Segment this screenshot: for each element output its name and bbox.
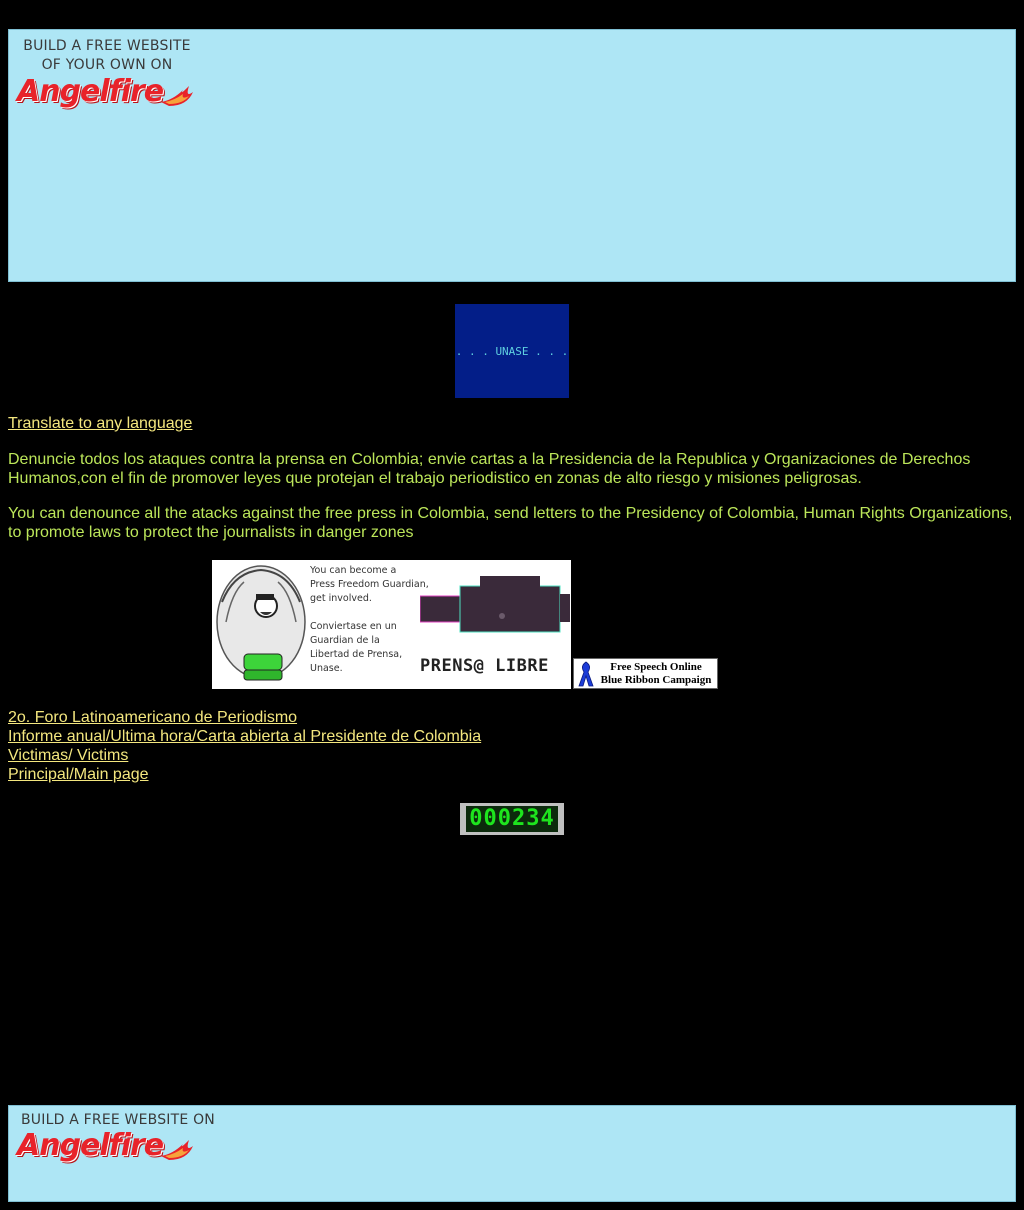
unase-join-button[interactable] — [455, 304, 569, 398]
ad-headline-line1: BUILD A FREE WEBSITE — [23, 38, 191, 54]
ad-headline-line2: OF YOUR OWN ON — [41, 57, 173, 73]
angelfire-logo[interactable]: Angelfire — [17, 1128, 164, 1163]
unase-label: . . . UNASE . . . — [455, 344, 569, 358]
video-camera-icon — [420, 576, 570, 640]
angelfire-logo[interactable]: Angelfire — [17, 74, 164, 109]
top-angelfire-ad[interactable] — [8, 29, 1016, 282]
spanish-paragraph: Denuncie todos los ataques contra la prensa en Colombia; envie cartas a la Presidencia de la Republica y Organizaciones de Derechos Humanos,con el fin de promover leyes que protejan el trabajo periodistico en zonas de alto riesgo y misiones peligrosas. — [8, 451, 971, 487]
flame-icon — [159, 1134, 195, 1164]
nav-link-main-page[interactable]: Principal/Main page — [8, 766, 149, 783]
eagle-guardian-icon — [214, 562, 308, 687]
ad-headline: BUILD A FREE WEBSITE ON — [21, 1112, 215, 1128]
blue-ribbon-icon — [577, 660, 595, 688]
translate-link[interactable]: Translate to any language — [8, 415, 193, 432]
guardian-english-text: You can become a Press Freedom Guardian, get involved. — [310, 565, 429, 604]
guardian-spanish-text: Conviertase en un Guardian de la Libertad de Prensa, Unase. — [310, 621, 403, 674]
blue-ribbon-campaign-badge[interactable] — [573, 658, 718, 689]
nav-link-foro[interactable]: 2o. Foro Latinoamericano de Periodismo — [8, 709, 298, 726]
hit-counter — [460, 803, 564, 835]
flame-icon — [159, 80, 195, 110]
hit-counter-value: 000234 — [466, 806, 557, 832]
ribbon-text: Free Speech Online Blue Ribbon Campaign — [600, 661, 712, 686]
prens-libre-logo: PRENS@ LIBRE — [420, 656, 549, 676]
nav-link-informe-anual[interactable]: Informe anual/Ultima hora/Carta abierta al Presidente de Colombia — [8, 728, 482, 745]
bottom-angelfire-ad[interactable] — [8, 1105, 1016, 1202]
english-paragraph: You can denounce all the atacks against the free press in Colombia, send letters to the Presidency of Colombia, Human Rights Organizations, to promote laws to protect the journalists in danger zones — [8, 505, 1013, 541]
press-freedom-guardian-banner[interactable] — [212, 560, 571, 689]
nav-link-victimas[interactable]: Victimas/ Victims — [8, 747, 129, 764]
